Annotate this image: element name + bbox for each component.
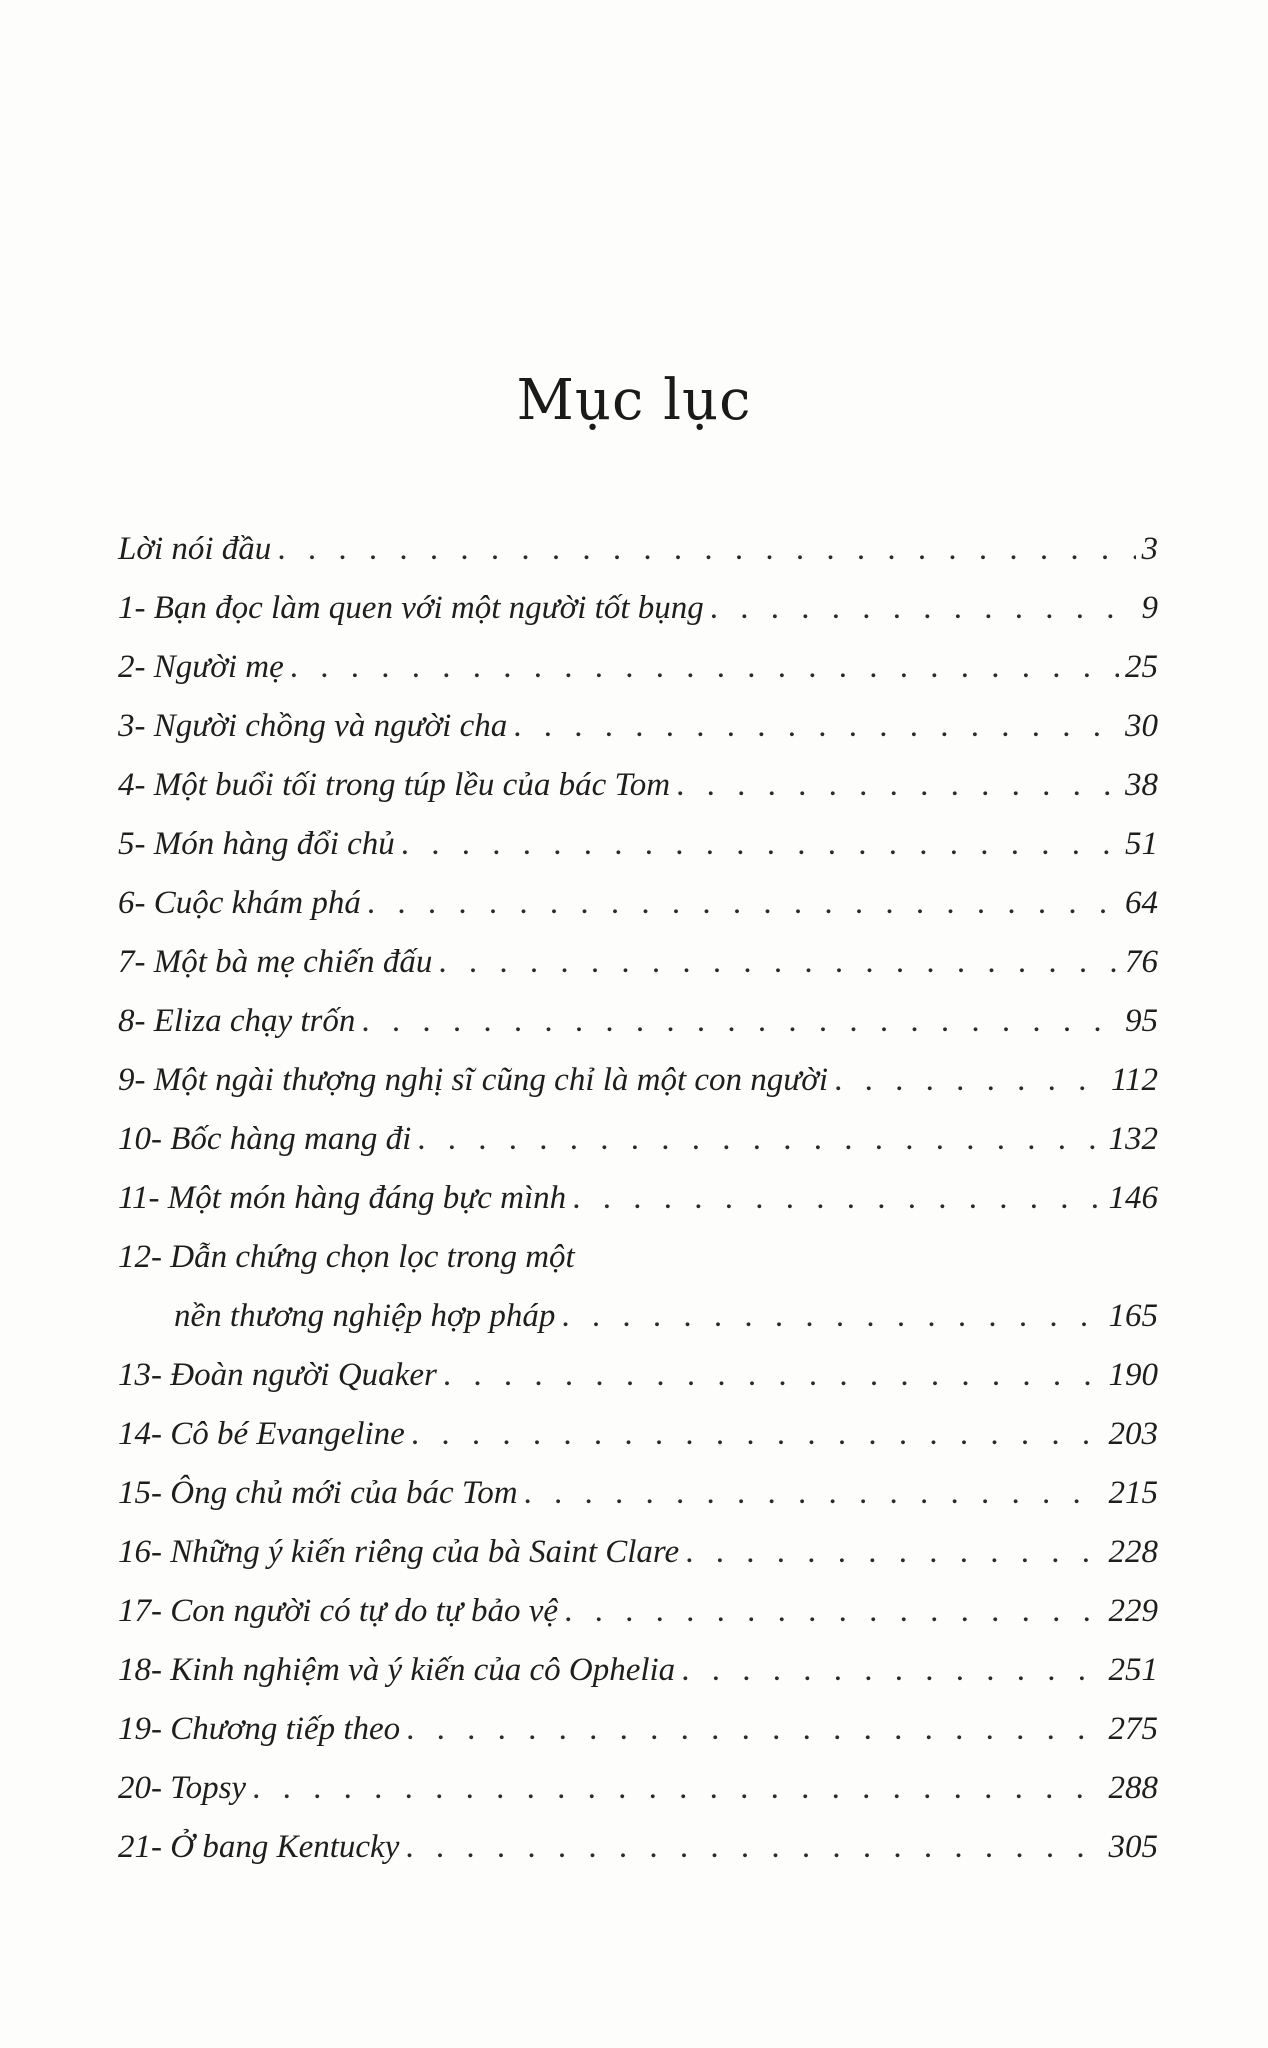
toc-entry-label: 7- Một bà mẹ chiến đấu [118,944,433,980]
toc-entry-label: 9- Một ngài thượng nghị sĩ cũng chỉ là một con người [118,1062,829,1098]
toc-entry-chapter-3 [118,697,1158,756]
toc-entry-label: 8- Eliza chạy trốn [118,1003,356,1039]
toc-entry-chapter-6 [118,874,1158,933]
dot-leader [834,1051,1105,1110]
toc-entry-chapter-10 [118,1110,1158,1169]
toc-entry-chapter-12-line-1 [118,1228,1158,1287]
toc-entry-page: 112 [1110,1062,1158,1098]
toc-entry-label: 3- Người chồng và người cha [118,708,508,744]
toc-entry-label: 12- Dẫn chứng chọn lọc trong một [118,1239,575,1275]
toc-entry-chapter-18 [118,1641,1158,1700]
toc-entry-page: 64 [1125,885,1158,921]
toc-entry-page: 251 [1108,1652,1158,1688]
dot-leader [405,1818,1102,1877]
toc-entry-label: nền thương nghiệp hợp pháp [174,1298,556,1334]
page-title: Mục lục [516,367,752,433]
dot-leader [252,1759,1102,1818]
toc-entry-page: 190 [1108,1357,1158,1393]
toc-entry-page: 38 [1125,767,1158,803]
toc-entry-label: 4- Một buổi tối trong túp lều của bác Tom [118,767,671,803]
dot-leader [710,579,1136,638]
toc-entry-chapter-17 [118,1582,1158,1641]
table-of-contents [118,520,1158,1877]
toc-entry-label: 16- Những ý kiến riêng của bà Saint Clare [118,1534,680,1570]
toc-entry-label: 2- Người mẹ [118,649,284,685]
dot-leader [367,874,1119,933]
toc-entry-chapter-5 [118,815,1158,874]
toc-entry-chapter-21 [118,1818,1158,1877]
toc-entry-label: Lời nói đầu [118,531,272,567]
toc-entry-label: 1- Bạn đọc làm quen với một người tốt bụng [118,590,704,626]
toc-entry-preface [118,520,1158,579]
dot-leader [406,1700,1102,1759]
toc-entry-page: 3 [1141,531,1158,567]
dot-leader [417,1110,1102,1169]
toc-entry-page: 229 [1108,1593,1158,1629]
dot-leader [443,1346,1103,1405]
toc-entry-page: 288 [1108,1770,1158,1806]
toc-entry-page: 132 [1108,1121,1158,1157]
dot-leader [361,992,1119,1051]
dot-leader [513,697,1119,756]
dot-leader [411,1405,1103,1464]
toc-entry-page: 275 [1108,1711,1158,1747]
toc-entry-page: 228 [1108,1534,1158,1570]
dot-leader [401,815,1119,874]
dot-leader [561,1287,1102,1346]
toc-entry-label: 20- Topsy [118,1770,247,1806]
toc-entry-page: 203 [1108,1416,1158,1452]
toc-entry-page: 95 [1125,1003,1158,1039]
toc-entry-chapter-8 [118,992,1158,1051]
toc-entry-page: 215 [1108,1475,1158,1511]
toc-entry-label: 19- Chương tiếp theo [118,1711,401,1747]
toc-entry-page: 30 [1125,708,1158,744]
toc-entry-label: 5- Món hàng đổi chủ [118,826,395,862]
toc-entry-chapter-9 [118,1051,1158,1110]
toc-entry-label: 17- Con người có tự do tự bảo vệ [118,1593,559,1629]
toc-entry-chapter-4 [118,756,1158,815]
toc-entry-page: 165 [1108,1298,1158,1334]
toc-entry-chapter-14 [118,1405,1158,1464]
toc-entry-label: 6- Cuộc khám phá [118,885,361,921]
dot-leader [438,933,1119,992]
toc-entry-page: 305 [1108,1829,1158,1865]
toc-entry-chapter-2 [118,638,1158,697]
dot-leader [681,1641,1102,1700]
toc-entry-page: 51 [1125,826,1158,862]
toc-entry-label: 15- Ông chủ mới của bác Tom [118,1475,518,1511]
toc-entry-chapter-13 [118,1346,1158,1405]
dot-leader [572,1169,1102,1228]
toc-entry-label: 11- Một món hàng đáng bực mình [118,1180,567,1216]
toc-entry-label: 21- Ở bang Kentucky [118,1829,400,1865]
toc-entry-chapter-12-line-2 [118,1287,1158,1346]
dot-leader [676,756,1119,815]
toc-entry-page: 76 [1125,944,1158,980]
toc-entry-page: 9 [1141,590,1158,626]
dot-leader [685,1523,1102,1582]
toc-entry-chapter-15 [118,1464,1158,1523]
toc-entry-label: 13- Đoàn người Quaker [118,1357,437,1393]
toc-entry-chapter-16 [118,1523,1158,1582]
dot-leader [290,638,1119,697]
toc-entry-chapter-1 [118,579,1158,638]
toc-entry-chapter-19 [118,1700,1158,1759]
toc-entry-page: 146 [1108,1180,1158,1216]
dot-leader [524,1464,1103,1523]
toc-entry-page: 25 [1125,649,1158,685]
dot-leader [277,520,1135,579]
toc-entry-chapter-11 [118,1169,1158,1228]
toc-entry-chapter-20 [118,1759,1158,1818]
toc-entry-label: 14- Cô bé Evangeline [118,1416,405,1452]
toc-entry-label: 10- Bốc hàng mang đi [118,1121,412,1157]
toc-entry-label: 18- Kinh nghiệm và ý kiến của cô Ophelia [118,1652,676,1688]
dot-leader [564,1582,1102,1641]
toc-entry-chapter-7 [118,933,1158,992]
